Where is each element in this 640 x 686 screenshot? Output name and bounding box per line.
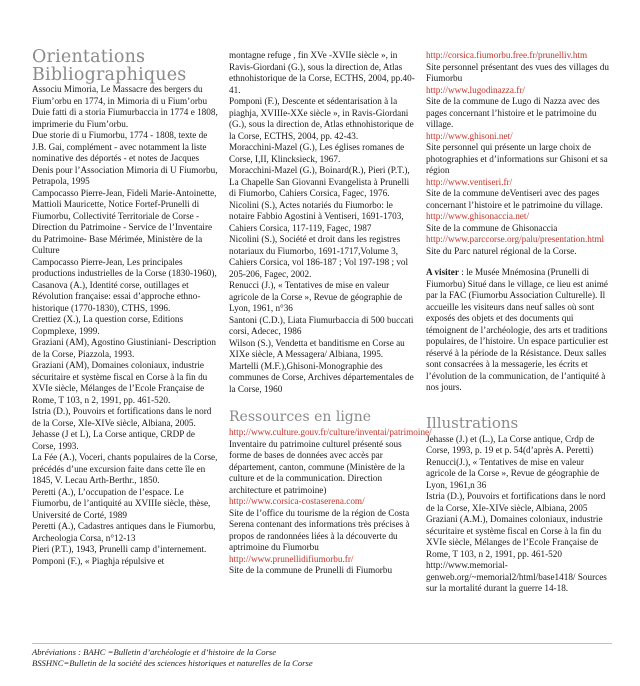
heading-ressources-en-ligne: Ressources en ligne <box>229 409 372 425</box>
resource-link[interactable]: http://www.parccorse.org/palu/presentation.html <box>426 234 605 244</box>
bibliography-entry: Wilson (S.), Vendetta et banditisme en Corse au XIXe siècle, A Messagera/ Albiana, 1995. <box>229 337 405 359</box>
resource-link[interactable]: http://www.lugodinazza.fr/ <box>426 84 525 95</box>
resource-link[interactable]: http://www.ghisonaccia.net/ <box>426 211 529 221</box>
bibliography-entry: Santoni (C.D.), Liata Fiumurbaccia di 500 buccati corsi, Adecec, 1986 <box>229 314 414 336</box>
illustration-credit: http://www.memorial-genweb.org/~memorial2/html/base1418/ Sources sur la mortalité durant la guerre 14-18. <box>426 560 607 593</box>
visit-label: A visiter <box>426 267 459 277</box>
resource-description: Site de la commune de Prunelli di Fiumorbu <box>229 565 393 575</box>
online-resources-list-continued <box>426 50 614 257</box>
bibliography-entry: Moracchini-Mazel (G.), Boinard(R.), Pieri (P.T.), La Chapelle San Giovanni Evangelista à Prunelli di Fiumorbo, Cahiers Corsica, Fagec, 1976. <box>229 165 410 198</box>
resource-link[interactable]: http://www.ventiseri.fr/ <box>426 176 513 187</box>
abbreviation-line: BSSHNC=Bulletin de la société des sciences historiques et naturelles de la Corse <box>32 658 313 668</box>
bibliography-entry: La Fée (A.), Voceri, chants populaires de la Corse, précédés d’une excursion faite dans cette île en 1845, V. Lecau Arth-Berthr., 1850. <box>32 452 218 485</box>
bibliography-entry: Due storie di u Fiumorbu, 1774 - 1808, texte de J.B. Gai, complément - avec notamment la liste nominative des déportés - et notes de Jacques Denis pour l’Association Mimoria di U Fiumorbu, Petrapola, 1995 <box>32 130 218 186</box>
resource-description: Site personnel qui présente un large choix de photographies et d’informations sur Ghisoni et sa région <box>426 142 608 175</box>
bibliography-entry: Renucci (J.), « Tentatives de mise en valeur agricole de la Corse », Revue de géographie de Lyon, 1961, n°36 <box>229 280 403 313</box>
bibliography-entry: Campocasso Pierre-Jean, Fideli Marie-Antoinette, Mattioli Mauricette, Notice Fortef-Prunelli di Fiumorbu, Collectivité Territoriale de Corse - Direction du Patrimoine - Service de l’Inventaire du Patrimoine- Base Mérimée, Ministère de la Culture <box>32 187 217 255</box>
abbreviation-line: Abréviations : BAHC =Bulletin d’archéologie et d’histoire de la Corse <box>32 647 277 657</box>
resource-link[interactable]: http://www.culture.gouv.fr/culture/inventai/patrimoine/ <box>229 427 432 437</box>
bibliography-entry: Nicolini (S.), Société et droit dans les registres notariaux du Fiumorbo, 1691-1717,Volume 3, Cahiers Corsica, vol 186-187 ; Vol 197-198 ; vol 205-206, Fagec, 2002. <box>229 234 409 279</box>
bibliography-entry: Istria (D.), Pouvoirs et fortifications dans le nord de la Corse, XIe-XIVe siècle, Albiana, 2005. <box>32 406 212 428</box>
resource-description: Site de la commune de Lugo di Nazza avec des pages concernant l’histoire et le patrimoine du village. <box>426 96 600 129</box>
resource-description: Site de la commune de Ghisonaccia <box>426 222 558 233</box>
resource-description: Site personnel présentant des vues des villages du Fiumorbu <box>426 61 609 83</box>
bibliography-entry: Campocasso Pierre-Jean, Les principales productions industrielles de la Corse (1830-1960), <box>32 256 217 278</box>
illustration-credit: Renucci(J.), « Tentatives de mise en valeur agricole de la Corse », Revue de géographie de Lyon, 1961,n 36 <box>426 456 600 490</box>
column-right <box>426 50 614 595</box>
illustration-credit: Istria (D.), Pouvoirs et fortifications dans le nord de la Corse, XIe-XIVe siècle, Albiana, 2005 <box>426 491 606 513</box>
bibliography-list-continued <box>229 50 415 395</box>
bibliography-entry: Martelli (M.F.),Ghisoni-Monographie des communes de Corse, Archives départementales de la Corse, 1960 <box>229 360 414 394</box>
bibliography-entry: montagne refuge , fin XVe -XVIIe siècle », in Ravis-Giordani (G.), sous la direction de, Atlas ethnohistorique de la Corse, ECTHS, 2004, pp.40-41. <box>229 50 415 95</box>
illustrations-list <box>426 434 614 595</box>
spacer <box>426 257 614 267</box>
resource-description: Site du Parc naturel régional de la Corse. <box>426 245 577 256</box>
bibliography-entry: Nicolini (S.), Actes notariés du Fiumorbo: le notaire Fabbio Agostini à Ventiseri, 1691-1703, Cahiers Corsica, 117-119, Fagec, 1987 <box>229 199 404 233</box>
online-resources-list <box>229 427 432 577</box>
resource-link[interactable]: http://corsica.fiumorbu.free.fr/prunelliv.htm <box>426 50 588 60</box>
abbreviations-footnote <box>32 643 612 669</box>
bibliography-entry: Crettiez (X.), La question corse, Editions Copmplexe, 1999. <box>32 314 184 336</box>
resource-description: Site de l’office du tourisme de la région de Costa Serena contenant des informations très précises à propos de randonnées liées à la découverte du aptrimoine du Fiumorbu <box>229 507 410 552</box>
resource-description: Site de la commune deVentiseri avec des pages concernant l’histoire et le patrimoine du village. <box>426 188 603 210</box>
bibliography-entry: Peretti (A.), L’occupation de l’espace. Le Fiumorbu, de l’antiquité au XVIIIe siècle, thèse, Université de Corté, 1989 <box>32 486 211 520</box>
bibliography-entry: Peretti (A.), Cadastres antiques dans le Fiumorbu, Archeologia Corsa, n°12-13 <box>32 521 216 543</box>
bibliography-entry: Jehasse (J et L), La Corse antique, CRDP de Corse, 1993. <box>32 429 195 451</box>
column-left <box>32 48 218 567</box>
visit-text: : le Musée Mnémosina (Prunelli di Fiumorbu) Situé dans le village, ce lieu est animé par la FAC (Fiumorbu Association Culturelle). Il accueille les visiteurs dans neuf salles où sont exposés des objets et des documents qui témoignent de l’archéologie, des arts et traditions populaires, de l’histoire. Un espace particulier est réservé à la période de la Résistance. Deux salles sont consacrées à la messagerie, les écrits et l’évolution de la communication, de l’antiquité à nos jours. <box>426 267 609 392</box>
bibliography-entry: Associu Mimoria, Le Massacre des bergers du Fium’orbu en 1774, in Mimoria di u Fium’orbu Duie fatti di a storia Fiumurbaccia in 1774 e 1808, imprimerie du Fium’orbu. <box>32 84 218 129</box>
heading-orientations-bibliographiques: Orientations Bibliographiques <box>32 47 187 85</box>
bibliography-entry: Pomponi (F.), Descente et sédentarisation à la piaghja, XVIIIe-XXe siècle », in Ravis-Giordani (G.), sous la direction de, Atlas ethnohistorique de la Corse, ECTHS, 2004, pp. 42-43. <box>229 96 414 141</box>
bibliography-entry: Graziani (AM), Domaines coloniaux, industrie sécuritaire et système fiscal en Corse à la fin du XVIe siècle, Mélanges de l’Ecole Française de Rome, T 103, n 2, 1991, pp. 461-520. <box>32 360 208 405</box>
resource-link[interactable]: http://www.ghisoni.net/ <box>426 130 513 141</box>
visit-paragraph <box>426 267 614 394</box>
heading-illustrations: Illustrations <box>426 413 519 432</box>
resource-link[interactable]: http://www.prunellidifiumorbu.fr/ <box>229 553 354 564</box>
bibliography-entry: Moracchini-Mazel (G.), Les églises romanes de Corse, I,II, Klincksieck, 1967. <box>229 142 405 164</box>
illustration-credit: Graziani (A.M.), Domaines coloniaux, industrie sécuritaire et système fiscal en Corse à la fin du XVIe siècle, Mélanges de l’Ecole Française de Rome, T 103, n 2, 1991, pp. 461-520 <box>426 514 603 559</box>
bibliography-entry: Pomponi (F.), « Piaghja répulsive et <box>32 555 165 566</box>
resource-description: Inventaire du patrimoine culturel présenté sous forme de bases de données avec accès par département, canton, commune (Ministère de la culture et de la communication. Direction architecture et patrimoine) <box>229 438 405 495</box>
illustration-credit: Jehasse (J.) et (L.), La Corse antique, Crdp de Corse, 1993, p. 19 et p. 54(d’après A. Peretti) <box>426 433 595 455</box>
bibliography-list <box>32 84 218 567</box>
bibliography-entry: Pieri (P.T.), 1943, Prunelli camp d’internement. <box>32 544 207 554</box>
bibliography-entry: Graziani (AM), Agostino Giustiniani- Description de la Corse, Piazzola, 1993. <box>32 337 216 359</box>
resource-link[interactable]: http://www.corsica-costaserena.com/ <box>229 496 365 506</box>
bibliography-entry: Casanova (A.), Identité corse, outillages et Révolution française: essai d’approche ethno-historique (1770-1830), CTHS, 1996. <box>32 279 201 313</box>
column-middle <box>229 50 432 577</box>
